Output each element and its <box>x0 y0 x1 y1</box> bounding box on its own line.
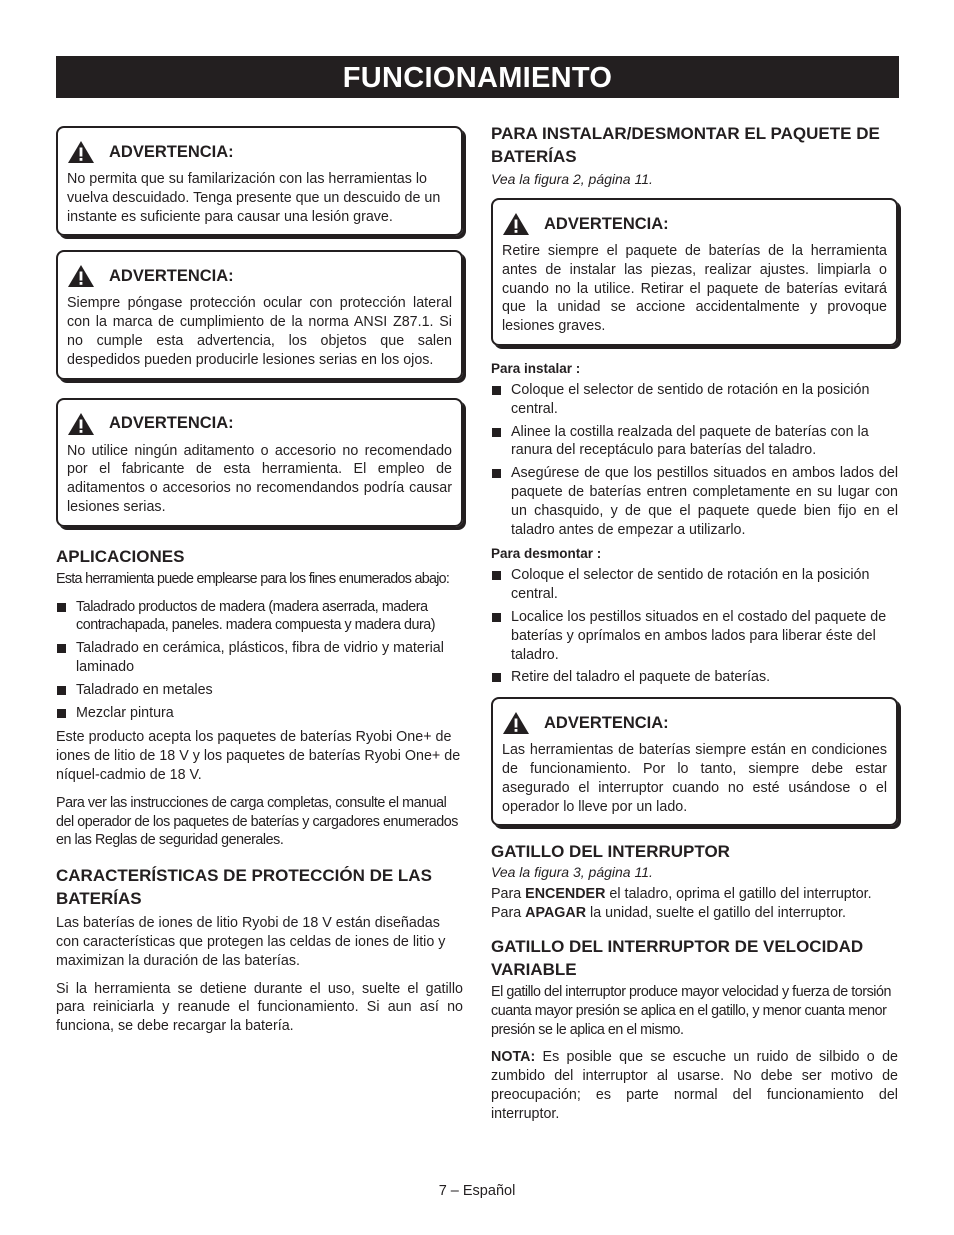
warning-triangle-icon <box>67 140 95 164</box>
list-item <box>56 681 463 700</box>
list-item-text: Coloque el selector de sentido de rotación en la posición central. <box>511 381 870 417</box>
list-item-text: Taladrado en cerámica, plásticos, fibra de vidrio y material laminado <box>76 640 444 675</box>
list-item <box>491 423 898 461</box>
aplicaciones-battery-text: Este producto acepta los paquetes de baterías Ryobi One+ de iones de litio de 18 V y los paquetes de baterías Ryobi One+ de níquel-cadmio de 18 V. <box>56 729 461 783</box>
section-heading-gatillo: GATILLO DEL INTERRUPTOR <box>491 842 730 862</box>
warning-triangle-icon <box>67 412 95 436</box>
list-item <box>56 639 463 677</box>
list-item-text: Taladrado productos de madera (madera aserrada, madera contrachapada, paneles. madera compuesta y madera dura) <box>76 598 436 634</box>
square-bullet-icon <box>492 428 501 437</box>
warning-text: Retire siempre el paquete de baterías de la herramienta antes de instalar las piezas, realizar ajustes. limpiarla o cuando no la utilice. Retirar el paquete de baterías evitará que la unidad se accione accidentalmente y provoque lesiones graves. <box>502 243 887 335</box>
keyword-encender: ENCENDER <box>525 886 606 903</box>
warning-title: ADVERTENCIA: <box>109 266 234 285</box>
warning-triangle-icon <box>67 264 95 288</box>
list-item-text: Mezclar pintura <box>76 704 174 721</box>
figure-reference <box>491 863 898 881</box>
warning-header <box>502 212 887 236</box>
square-bullet-icon <box>57 603 66 612</box>
nota-label: NOTA: <box>491 1049 536 1066</box>
warning-box-familiarity <box>56 126 463 236</box>
aplicaciones-intro: Esta herramienta puede emplearse para los fines enumerados abajo: <box>56 570 450 587</box>
square-bullet-icon <box>492 613 501 622</box>
square-bullet-icon <box>492 386 501 395</box>
list-item-text: Localice los pestillos situados en el costado del paquete de baterías y oprímalos en ambos lados para liberar éste del taladro. <box>511 608 887 663</box>
text-span: la unidad, suelte el gatillo del interruptor. <box>586 905 846 922</box>
subheading-instalar: Para instalar : <box>491 360 581 376</box>
list-item-text: Retire del taladro el paquete de baterías. <box>511 669 771 686</box>
list-item-text: Taladrado en metales <box>76 681 213 698</box>
figure-reference-suffix: . <box>649 171 653 187</box>
warning-box-eye-protection <box>56 250 463 379</box>
text-span: el taladro, oprima el gatillo del interruptor. <box>605 886 872 903</box>
proteccion-text-1: Las baterías de iones de litio Ryobi de 18 V están diseñadas con características que protegen las celdas de iones de litio y maximizan la duración de las baterías. <box>56 915 446 969</box>
warning-header <box>67 264 452 288</box>
warning-title: ADVERTENCIA: <box>109 142 234 161</box>
square-bullet-icon <box>57 644 66 653</box>
left-column <box>56 126 463 1045</box>
section-heading-velocidad: GATILLO DEL INTERRUPTOR DE VELOCIDAD VARIABLE <box>491 936 864 979</box>
subheading-desmontar: Para desmontar : <box>491 546 602 562</box>
warning-title: ADVERTENCIA: <box>544 713 669 732</box>
proteccion-text-2: Si la herramienta se detiene durante el uso, suelte el gatillo para reiniciarla y reanude el funcionamiento. Si aun así no funciona, se debe recargar la batería. <box>56 980 463 1035</box>
section-heading-aplicaciones: APLICACIONES <box>56 546 185 566</box>
warning-triangle-icon <box>502 212 530 236</box>
figure-page-link[interactable]: página 11 <box>588 864 650 881</box>
list-item-text: Asegúrese de que los pestillos situados en ambos lados del paquete de baterías entren completamente en su lugar con un chasquido, y de que el paquete quede bien fijo en el taladro antes de empezar a utilizarlo. <box>511 465 898 538</box>
aplicaciones-charging-text: Para ver las instrucciones de carga completas, consulte el manual del operador de los paquetes de baterías y cargadores enumerados en las Reglas de seguridad generales. <box>56 794 458 849</box>
warning-header <box>502 711 887 735</box>
list-item <box>491 608 898 664</box>
list-item-text: Coloque el selector de sentido de rotación en la posición central. <box>511 567 870 603</box>
figure-reference-prefix: Vea la figura 2, <box>491 171 589 187</box>
warning-box-accessories <box>56 398 463 527</box>
page-title: FUNCIONAMIENTO <box>56 56 899 98</box>
desmontar-list <box>491 566 898 687</box>
text-span: Para <box>491 886 526 903</box>
list-item <box>491 566 898 604</box>
warning-box-remove-battery <box>491 198 898 346</box>
list-item <box>491 381 898 419</box>
instalar-list <box>491 381 898 539</box>
warning-box-switch-lock <box>491 697 898 826</box>
warning-title: ADVERTENCIA: <box>109 414 234 433</box>
square-bullet-icon <box>57 709 66 718</box>
list-item <box>56 598 463 636</box>
square-bullet-icon <box>492 673 501 682</box>
text-span: Para <box>491 905 526 922</box>
list-item <box>56 704 463 723</box>
square-bullet-icon <box>492 571 501 580</box>
section-heading-instalar: PARA INSTALAR/DESMONTAR EL PAQUETE DE BATERÍAS <box>491 124 880 166</box>
warning-text: Siempre póngase protección ocular con protección lateral con la marca de cumplimiento de la norma ANSI Z87.1. Si no cumple esta advertencia, los objetos que salen despedidos pueden producirle lesiones serias en los ojos. <box>67 295 452 368</box>
warning-title: ADVERTENCIA: <box>544 214 669 233</box>
list-item-text: Alinee la costilla realzada del paquete de baterías con la ranura del receptáculo para baterías del taladro. <box>511 423 869 459</box>
square-bullet-icon <box>492 469 501 478</box>
nota-text: Es posible que se escuche un ruido de silbido o de zumbido del interruptor al usarse. No debe ser motivo de preocupación; es parte normal del funcionamiento del interruptor. <box>491 1049 898 1122</box>
warning-text: No permita que su familarización con las herramientas lo vuelva descuidado. Tenga presente que un descuido de un instante es suficiente para causar una lesión grave. <box>67 171 441 225</box>
velocidad-text: El gatillo del interruptor produce mayor velocidad y fuerza de torsión cuanta mayor presión se aplica en el gatillo, y menor cuanta menor presión se le aplica en el mismo. <box>491 983 892 1038</box>
page-footer: 7 – Español <box>438 1183 516 1199</box>
warning-header <box>67 140 452 164</box>
square-bullet-icon <box>57 686 66 695</box>
warning-text: Las herramientas de baterías siempre están en condiciones de funcionamiento. Por lo tanto, siempre debe estar asegurado el interruptor cuando no esté usándose o el operador lo lleve por un lado. <box>502 742 887 815</box>
list-item <box>491 464 898 539</box>
gatillo-text <box>491 885 898 923</box>
section-heading-proteccion: CARACTERÍSTICAS DE PROTECCIÓN DE LAS BATERÍAS <box>56 866 432 909</box>
warning-triangle-icon <box>502 711 530 735</box>
figure-reference <box>491 170 898 188</box>
velocidad-nota <box>491 1048 898 1123</box>
figure-page-link[interactable]: página 11 <box>588 171 650 187</box>
list-item <box>491 668 898 687</box>
warning-header <box>67 412 452 436</box>
keyword-apagar: APAGAR <box>525 905 587 922</box>
aplicaciones-list <box>56 598 463 723</box>
figure-reference-suffix: . <box>649 864 653 881</box>
right-column <box>491 126 898 1133</box>
warning-text: No utilice ningún aditamento o accesorio no recomendado por el fabricante de esta herramienta. El empleo de aditamentos o accesorios no recomendandos podría causar lesiones serias. <box>67 442 452 515</box>
figure-reference-prefix: Vea la figura 3, <box>491 864 589 881</box>
